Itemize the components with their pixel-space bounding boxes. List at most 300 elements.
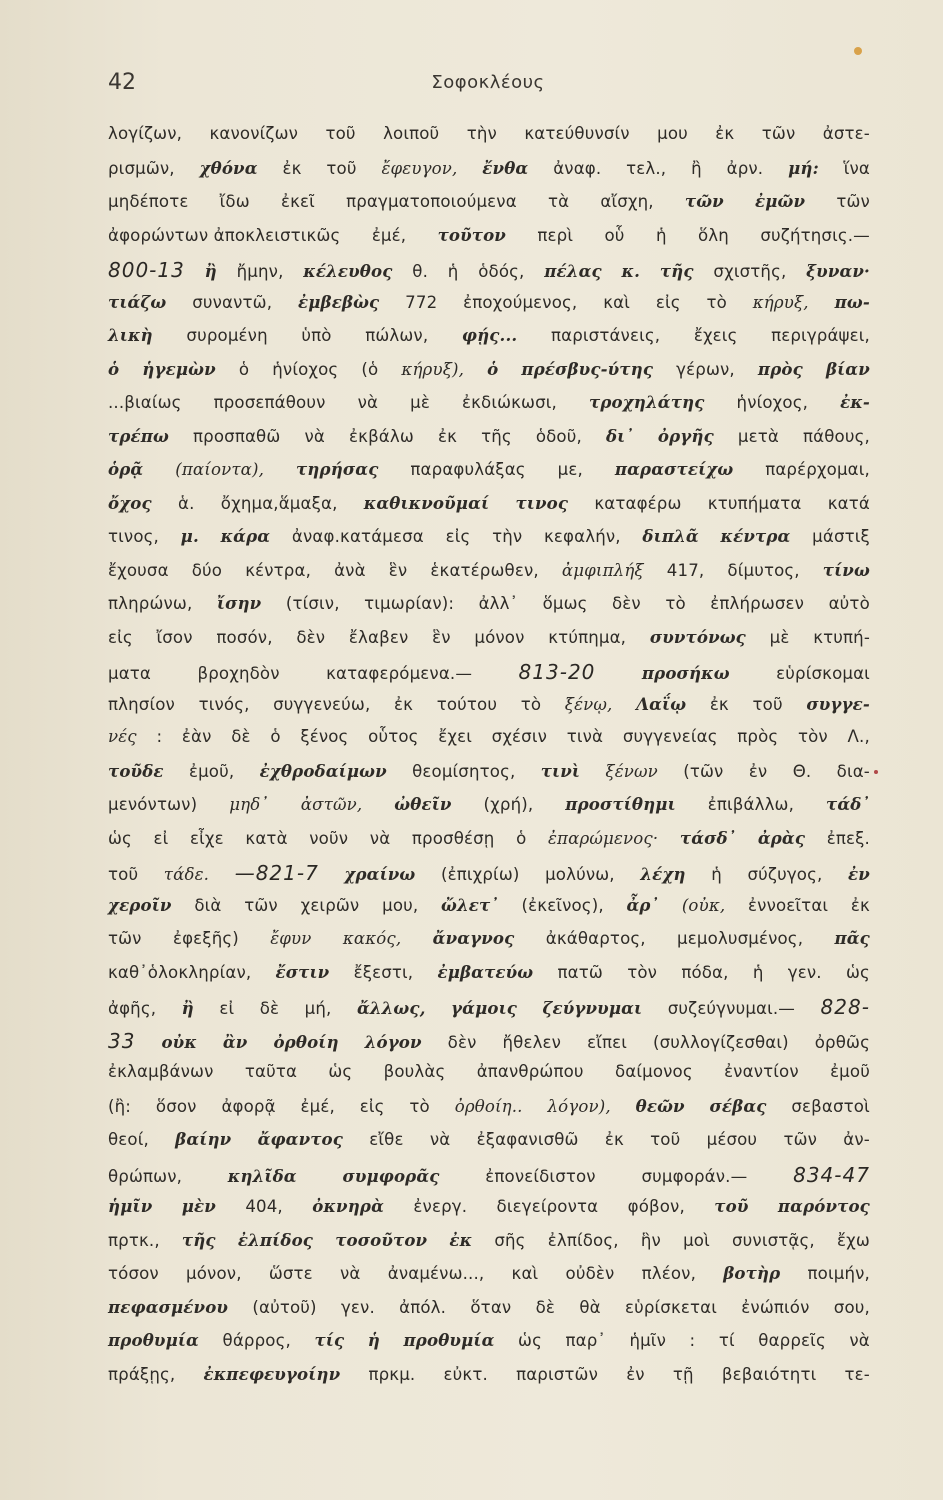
text-word: νές bbox=[108, 727, 137, 746]
text-word: ἀφορᾷ bbox=[221, 1096, 276, 1116]
text-word: ἀρν. bbox=[726, 158, 764, 178]
text-word: οὗ bbox=[604, 225, 625, 245]
text-word: τί bbox=[718, 1331, 735, 1350]
text-word: ἔχεις bbox=[693, 326, 738, 345]
text-word: καταφέρω bbox=[594, 493, 682, 513]
text-word: εἴθε bbox=[369, 1130, 404, 1149]
lemma-word: τάσδ᾽ bbox=[679, 827, 737, 848]
lemma-word: ὁ bbox=[487, 358, 499, 379]
text-line bbox=[108, 1163, 870, 1197]
text-word: σεβαστοὶ bbox=[791, 1096, 870, 1116]
text-word: εἰς bbox=[108, 627, 133, 647]
text-word: παριστάνεις, bbox=[550, 326, 661, 345]
text-word: ὅταν bbox=[470, 1297, 512, 1317]
text-word: ἐξαφανισθῶ bbox=[476, 1130, 579, 1149]
lemma-word: ἐμβατεύω bbox=[437, 961, 534, 982]
text-word: ἀκάθαρτος, bbox=[545, 929, 646, 948]
lemma-word: παραστείχω bbox=[614, 459, 734, 479]
text-word: παρ᾽ bbox=[565, 1331, 606, 1350]
text-word: ἐκβάλω bbox=[349, 426, 414, 446]
text-word: συμφοράν.— bbox=[641, 1166, 748, 1186]
text-word: οὗτος bbox=[368, 727, 419, 746]
text-word: ἓν bbox=[432, 627, 451, 647]
lemma-word: βίαν bbox=[825, 358, 870, 379]
text-word: ἐποχούμενος, bbox=[463, 292, 578, 312]
text-line bbox=[108, 191, 870, 225]
lemma-word: ἔνθα bbox=[482, 157, 529, 178]
lemma-word: ἄναγνος bbox=[432, 928, 515, 948]
text-word: λογίζων, bbox=[108, 124, 183, 143]
text-word: διεγείροντα bbox=[496, 1197, 599, 1216]
text-line bbox=[108, 1330, 870, 1364]
text-word: ἐπαρώμενος· bbox=[548, 828, 659, 848]
text-word: ἐκ bbox=[604, 1130, 624, 1149]
text-word: πλέον, bbox=[641, 1264, 697, 1283]
text-line bbox=[108, 526, 870, 560]
text-word: τὸ bbox=[665, 594, 686, 613]
text-word: δαίμονος bbox=[614, 1062, 693, 1081]
text-word: ἡνίοχος, bbox=[736, 393, 809, 412]
lemma-word: πεφασμένου bbox=[108, 1296, 229, 1317]
text-word: μετὰ bbox=[737, 426, 779, 446]
text-word: ἔξεστι, bbox=[353, 962, 414, 982]
text-word: καταφερόμενα.— bbox=[326, 664, 473, 683]
lemma-word: πᾶς bbox=[834, 928, 870, 948]
lemma-word: δι᾽ bbox=[605, 425, 634, 446]
text-word: ἓν bbox=[388, 560, 408, 580]
lemma-word: λόγον bbox=[364, 1031, 422, 1052]
text-word: καὶ bbox=[603, 292, 630, 312]
text-word: συζεύγνυμαι.— bbox=[667, 999, 796, 1018]
text-word: νοῦν bbox=[309, 828, 349, 848]
text-word: δὲ bbox=[231, 727, 251, 746]
text-word: συγγενεύω, bbox=[273, 694, 371, 714]
lemma-word: ἄλλως, bbox=[356, 998, 426, 1018]
text-word: ἀφῆς, bbox=[108, 999, 157, 1018]
text-line bbox=[108, 359, 870, 393]
lemma-word: ἐμῶν bbox=[755, 191, 806, 211]
text-word: τῶν bbox=[761, 124, 796, 143]
text-word: σχιστῆς, bbox=[713, 262, 787, 281]
text-word: δύο bbox=[191, 560, 223, 580]
text-word: καθ᾽ὁλοκληρίαν, bbox=[108, 962, 252, 982]
text-line bbox=[108, 493, 870, 527]
text-word: τὴν bbox=[492, 527, 523, 546]
text-word: πόδα, bbox=[681, 962, 729, 982]
lemma-word: κ. bbox=[621, 261, 641, 281]
ink-dot bbox=[854, 47, 862, 55]
text-word: τοῦ bbox=[108, 865, 139, 884]
text-word: ἐκ bbox=[394, 694, 414, 714]
text-word: μενόντων) bbox=[108, 795, 198, 814]
text-word: σου, bbox=[833, 1297, 870, 1317]
text-word: τοῦ bbox=[752, 694, 783, 714]
text-word: πατῶ bbox=[557, 962, 603, 982]
text-word: ἔφυν bbox=[270, 929, 312, 948]
text-word: ἤθελεν bbox=[502, 1032, 562, 1052]
text-word: τινὰ bbox=[566, 727, 604, 746]
text-word: ξένῳ, bbox=[564, 694, 613, 714]
text-word: τελ., bbox=[626, 158, 667, 178]
text-word: ποσόν, bbox=[216, 627, 273, 647]
text-word: ἔλαβεν bbox=[348, 627, 409, 647]
text-word: διὰ bbox=[194, 895, 222, 915]
text-word: νὰ bbox=[429, 1130, 451, 1149]
lemma-word: διπλᾶ bbox=[642, 526, 699, 546]
text-word: ἑκατέρωθεν, bbox=[430, 560, 539, 580]
lemma-word: προσήκω bbox=[641, 663, 730, 683]
text-word: ἐκ bbox=[715, 124, 735, 143]
text-word: προσεπάθουν bbox=[213, 393, 326, 412]
text-word: θεοί, bbox=[108, 1130, 149, 1149]
text-word: ἐκλαμβάνων bbox=[108, 1062, 214, 1081]
text-word: (συλλογίζεσθαι) bbox=[653, 1032, 789, 1052]
text-line bbox=[108, 124, 870, 158]
text-word: ὡς bbox=[845, 962, 870, 982]
text-word: τῶν bbox=[836, 192, 870, 211]
text-line bbox=[108, 828, 870, 862]
text-word: αὐτὸ bbox=[828, 594, 870, 613]
text-word: (τίσιν, bbox=[285, 594, 340, 613]
text-line bbox=[108, 1062, 870, 1096]
text-word: τῶν bbox=[244, 895, 278, 915]
lemma-word: λικὴ bbox=[108, 325, 153, 345]
lemma-word: Λαΐῳ bbox=[636, 693, 687, 714]
text-word: μεμολυσμένος, bbox=[677, 929, 804, 948]
text-word: ἴσον bbox=[156, 627, 193, 647]
text-word: ἐπιβάλλω, bbox=[707, 795, 795, 814]
text-word: πρὸς bbox=[737, 727, 779, 746]
text-word: εἰ bbox=[153, 828, 169, 848]
text-line bbox=[108, 1263, 870, 1297]
lemma-word: συγγε- bbox=[806, 693, 870, 714]
text-word: ἡνίοχος bbox=[272, 359, 339, 379]
lemma-word: ἐμβεβὼς bbox=[298, 291, 380, 312]
text-word: θαρρεῖς bbox=[758, 1331, 826, 1350]
text-word: ἐλπίδος, bbox=[547, 1230, 619, 1250]
text-word: κτυπή- bbox=[813, 627, 870, 647]
lemma-word: ξυναν· bbox=[806, 261, 870, 281]
text-word: μέσου bbox=[706, 1130, 758, 1149]
text-word: τὸ bbox=[706, 292, 727, 312]
text-word: ἵνα bbox=[843, 158, 870, 178]
lemma-word: καθικνοῦμαί bbox=[363, 492, 490, 513]
text-word: ἐναντίον bbox=[724, 1062, 799, 1081]
text-word: ἡμῖν bbox=[629, 1331, 666, 1350]
text-word: (ἢ: bbox=[108, 1096, 132, 1116]
text-word: θρώπων, bbox=[108, 1166, 183, 1186]
lemma-word: κηλῖδα bbox=[227, 1165, 297, 1186]
text-word: τάδε. bbox=[163, 865, 210, 884]
text-word: ἀναφ.κατάμεσα bbox=[291, 527, 424, 546]
text-word: κτυπήματα bbox=[707, 493, 802, 513]
lemma-word: κάρα bbox=[220, 526, 271, 546]
text-line bbox=[108, 426, 870, 460]
lemma-word: τινὶ bbox=[540, 760, 581, 781]
lemma-word: τηρήσας bbox=[295, 459, 379, 479]
text-word: ὁδός, bbox=[478, 262, 525, 281]
lemma-word: χραίνω bbox=[344, 864, 416, 884]
text-word: ἐὰν bbox=[181, 727, 212, 746]
lemma-word: ἡμῖν bbox=[108, 1196, 153, 1216]
text-word: θὰ bbox=[579, 1297, 601, 1317]
text-word: τῇ bbox=[672, 1364, 694, 1384]
text-word: ὅλη bbox=[698, 225, 729, 245]
lemma-word: ἡγεμὼν bbox=[142, 358, 216, 379]
text-word: τῆς bbox=[481, 426, 512, 446]
text-word: ἐκ bbox=[850, 895, 870, 915]
text-word: ἡ bbox=[711, 865, 722, 884]
text-word: πάθους, bbox=[803, 426, 870, 446]
text-word: 772 bbox=[405, 292, 438, 312]
text-word: ξένος bbox=[300, 727, 349, 746]
page-number: 42 bbox=[108, 70, 136, 95]
text-word: κήρυξ), bbox=[401, 359, 465, 379]
text-word: με, bbox=[557, 460, 583, 479]
text-word: συρομένη bbox=[186, 326, 268, 345]
text-line bbox=[108, 593, 870, 627]
lemma-word: προθυμία bbox=[403, 1330, 495, 1350]
text-word: βουλὰς bbox=[383, 1062, 446, 1081]
text-word: ὡς bbox=[328, 1062, 353, 1081]
text-line bbox=[108, 928, 870, 962]
lemma-word: ἐκπεφευγοίην bbox=[203, 1363, 341, 1384]
text-word: κατὰ bbox=[245, 828, 288, 848]
lemma-word: τοῦδε bbox=[108, 760, 164, 781]
lemma-word: οὐκ bbox=[161, 1031, 197, 1052]
text-word: ἁ. bbox=[178, 493, 195, 513]
text-word: ἀλλ᾽ bbox=[478, 594, 519, 613]
text-line bbox=[108, 627, 870, 661]
text-word: δια- bbox=[836, 761, 870, 781]
text-word: ἀστε- bbox=[822, 124, 870, 143]
lemma-word: κέντρα bbox=[720, 526, 791, 546]
text-word: κατά bbox=[827, 493, 870, 513]
line-reference: 834-47 bbox=[793, 1162, 870, 1187]
lemma-word: συντόνως bbox=[649, 626, 746, 647]
text-word: ὄχημα,ἅμαξα, bbox=[220, 493, 338, 513]
lemma-word: τῶν bbox=[684, 191, 724, 211]
text-word: τε- bbox=[844, 1364, 870, 1384]
text-word: ἐκεῖ bbox=[280, 192, 315, 211]
text-word: ἤμην, bbox=[236, 262, 284, 281]
text-word: (ὁ bbox=[361, 359, 379, 379]
text-word: γέρων, bbox=[676, 359, 735, 379]
text-word: ἐμέ, bbox=[300, 1096, 335, 1116]
text-word: τοῦ bbox=[325, 124, 356, 143]
text-word: συζήτησις.— bbox=[760, 225, 870, 245]
text-word: Θ. bbox=[792, 761, 812, 781]
text-word: προσθέσῃ bbox=[411, 828, 495, 848]
text-word: σῆς bbox=[494, 1230, 526, 1250]
margin-mark bbox=[874, 770, 878, 774]
text-word: ἢ bbox=[691, 158, 702, 178]
text-word: νὰ bbox=[304, 426, 325, 446]
text-word: βεβαιότητι bbox=[721, 1364, 817, 1384]
lemma-word: μὲν bbox=[181, 1196, 216, 1216]
text-word: ἀπόλ. bbox=[399, 1297, 447, 1317]
lemma-word: ἐχθροδαίμων bbox=[259, 760, 387, 781]
page-header bbox=[108, 70, 868, 104]
lemma-word: πέλας bbox=[544, 261, 602, 281]
lemma-word: ὁ bbox=[108, 358, 120, 379]
text-word: τὸ bbox=[409, 1096, 430, 1116]
lemma-word: τινος bbox=[515, 492, 569, 513]
text-line bbox=[108, 1129, 870, 1163]
text-word: ἡ bbox=[655, 225, 667, 245]
text-word: κεφαλήν, bbox=[544, 527, 621, 546]
text-word: ἀμφιπλήξ bbox=[561, 560, 644, 580]
text-line bbox=[108, 225, 870, 259]
text-word: ...βιαίως bbox=[108, 393, 182, 412]
text-line bbox=[108, 1230, 870, 1264]
text-word: κήρυξ, bbox=[752, 292, 809, 312]
text-word: τὸν bbox=[627, 962, 658, 982]
text-word: παρέρχομαι, bbox=[765, 460, 870, 479]
text-word: ἐμοῦ bbox=[830, 1062, 870, 1081]
text-line bbox=[108, 995, 870, 1029]
lemma-word: ἀρὰς bbox=[757, 827, 806, 848]
text-word: δὲν bbox=[296, 627, 326, 647]
lemma-word: μή: bbox=[788, 157, 819, 178]
lemma-word: ἄφαντος bbox=[257, 1129, 344, 1149]
text-word: ὡς bbox=[108, 828, 132, 848]
text-word: ἐκ bbox=[709, 694, 729, 714]
lemma-word: τρέπω bbox=[108, 425, 169, 446]
lemma-word: ὀρθοίη bbox=[273, 1031, 339, 1052]
lemma-word: χθόνα bbox=[199, 157, 258, 178]
text-word: μόνον bbox=[474, 627, 525, 647]
text-word: νὰ bbox=[849, 1331, 870, 1350]
text-word: μου bbox=[657, 124, 688, 143]
text-word: εἶχε bbox=[190, 828, 224, 848]
lemma-word: πω- bbox=[834, 291, 870, 312]
text-word: ἐκ bbox=[282, 158, 302, 178]
text-word: ἡ bbox=[752, 962, 764, 982]
lemma-word: τῆς bbox=[181, 1229, 216, 1250]
text-word: θ. bbox=[412, 262, 429, 281]
text-word: τῶν bbox=[108, 929, 142, 948]
text-word: ἣν bbox=[640, 1230, 661, 1250]
lemma-word: ὀκνηρὰ bbox=[312, 1196, 385, 1216]
text-word: λόγον), bbox=[547, 1096, 611, 1116]
text-word: χειρῶν bbox=[300, 895, 360, 915]
text-word: βροχηδὸν bbox=[197, 664, 280, 683]
text-word: ὥστε bbox=[268, 1264, 313, 1283]
text-line bbox=[108, 1029, 870, 1063]
text-line bbox=[108, 325, 870, 359]
text-word: τῶν bbox=[783, 1130, 818, 1149]
lemma-word: χεροῖν bbox=[108, 894, 172, 915]
lemma-word: γάμοις bbox=[451, 998, 518, 1018]
text-line bbox=[108, 895, 870, 929]
text-word: ὑπὸ bbox=[301, 326, 332, 345]
text-word: πληρώνω, bbox=[108, 594, 193, 613]
text-line bbox=[108, 1096, 870, 1130]
text-word: εἰς bbox=[445, 527, 471, 546]
text-line bbox=[108, 1196, 870, 1230]
text-word: ἴδω bbox=[219, 192, 250, 211]
text-word: ἀνὰ bbox=[334, 560, 366, 580]
text-word: : bbox=[156, 727, 163, 746]
commentary-text bbox=[108, 124, 870, 1397]
text-word: (τῶν bbox=[683, 761, 724, 781]
text-word: ἀναμένω..., bbox=[387, 1264, 485, 1283]
text-word: πρτκ., bbox=[108, 1230, 160, 1250]
text-word: αἴσχη, bbox=[600, 192, 654, 211]
text-word: ὀρθοίη.. bbox=[454, 1096, 523, 1116]
lemma-word: προθυμία bbox=[108, 1330, 199, 1350]
lemma-word: τροχηλάτης bbox=[589, 392, 705, 412]
text-line bbox=[108, 660, 870, 694]
text-word: μή, bbox=[304, 999, 332, 1018]
text-line bbox=[108, 694, 870, 728]
lemma-word: ἐλπίδος bbox=[237, 1229, 314, 1250]
text-word: ἐνεργ. bbox=[413, 1197, 468, 1216]
lemma-word: κέλευθος bbox=[303, 261, 393, 281]
text-word: μὲ bbox=[410, 393, 430, 412]
text-word: τόσον bbox=[108, 1264, 159, 1283]
text-word: ἐπεξ. bbox=[826, 828, 870, 848]
text-word: ὁ bbox=[270, 727, 281, 746]
text-line bbox=[108, 861, 870, 895]
text-line bbox=[108, 459, 870, 493]
line-reference: 33 bbox=[108, 1028, 136, 1053]
text-word: προσπαθῶ bbox=[193, 426, 281, 446]
lemma-word: ζεύγνυμαι bbox=[542, 998, 643, 1018]
lemma-word: ἐν bbox=[848, 864, 870, 884]
lemma-word: τοῦτον bbox=[437, 224, 506, 245]
text-word: θεομίσητος, bbox=[412, 761, 516, 781]
text-word: συνιστᾷς, bbox=[732, 1230, 815, 1250]
text-word: ὡς bbox=[518, 1331, 542, 1350]
lemma-word: ἐκ bbox=[449, 1229, 473, 1250]
lemma-word: τίς bbox=[314, 1330, 345, 1350]
text-word: πώλων, bbox=[365, 326, 429, 345]
text-line bbox=[108, 392, 870, 426]
text-word: τὰ bbox=[547, 192, 570, 211]
text-word: δὲ bbox=[535, 1297, 556, 1317]
text-word: μοὶ bbox=[683, 1230, 710, 1250]
text-word: 404, bbox=[245, 1197, 283, 1216]
lemma-word: ὠθεῖν bbox=[394, 794, 452, 814]
text-word: τινός, bbox=[198, 694, 250, 714]
lemma-word: ἡ bbox=[367, 1330, 380, 1350]
lemma-word: ἢ bbox=[204, 261, 217, 281]
lemma-word: φῄς... bbox=[461, 325, 518, 345]
text-word: περιγράψει, bbox=[771, 326, 870, 345]
text-word: τὴν bbox=[466, 124, 497, 143]
text-line bbox=[108, 727, 870, 761]
lemma-word: ἆρ᾽ bbox=[626, 894, 660, 915]
text-word: ὅμως bbox=[542, 594, 588, 613]
lemma-word: μ. bbox=[180, 526, 199, 546]
text-line bbox=[108, 1297, 870, 1331]
text-word: ρισμῶν, bbox=[108, 158, 175, 178]
text-word: περὶ bbox=[537, 225, 574, 245]
text-word: (αὐτοῦ) bbox=[252, 1297, 317, 1317]
text-word: τούτου bbox=[436, 694, 498, 714]
text-word: ὀρθῶς bbox=[814, 1032, 870, 1052]
text-word: καὶ bbox=[511, 1264, 539, 1283]
line-reference: 813-20 bbox=[518, 660, 596, 684]
text-word: μηδ᾽ bbox=[229, 795, 269, 814]
text-word: ἐπλήρωσεν bbox=[710, 594, 805, 613]
lemma-word: πρὸς bbox=[757, 358, 803, 379]
lemma-word: ἢ bbox=[181, 998, 194, 1018]
text-word: μόνον, bbox=[186, 1264, 242, 1283]
text-word: τοῦ bbox=[650, 1130, 681, 1149]
